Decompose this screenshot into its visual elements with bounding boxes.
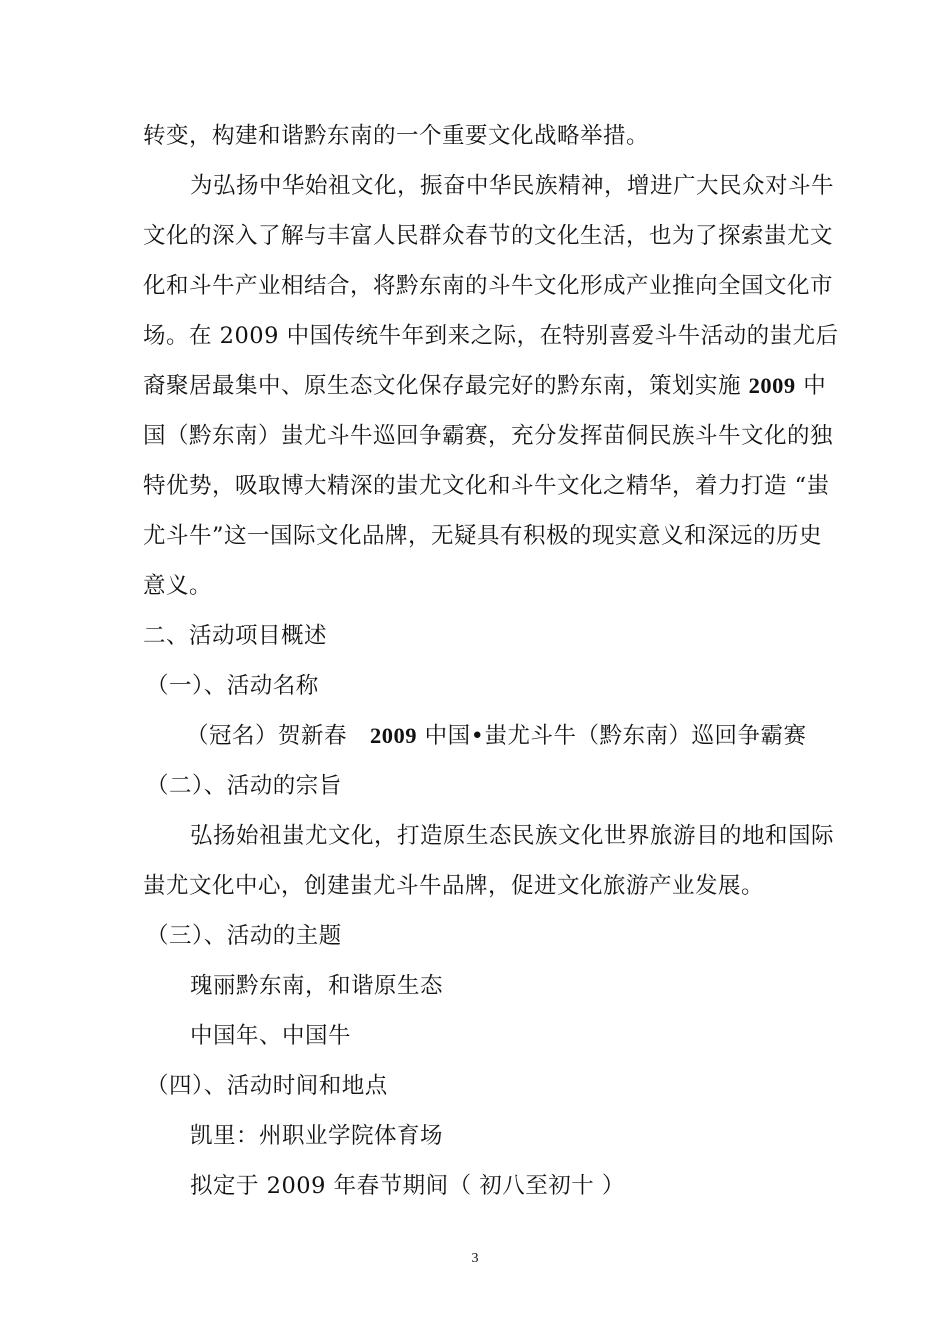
paragraph-line: 尤斗牛”这一国际文化品牌，无疑具有积极的现实意义和深远的历史 <box>143 523 823 549</box>
paragraph-text: 中 <box>795 373 827 399</box>
paragraph-line: 特优势，吸取博大精深的蚩尤文化和斗牛文化之精华，着力打造 “蚩 <box>143 473 830 499</box>
bold-year: 2009 <box>748 373 796 398</box>
subsection-heading: （二）、活动的宗旨 <box>146 773 342 799</box>
paragraph-line: 场。在 2009 中国传统牛年到来之际，在特别喜爱斗牛活动的蚩尤后 <box>143 323 839 349</box>
paragraph-line: 化和斗牛产业相结合，将黔东南的斗牛文化形成产业推向全国文化市 <box>143 273 834 299</box>
location-line: 凯里：州职业学院体育场 <box>190 1123 444 1149</box>
paragraph-line: 为弘扬中华始祖文化，振奋中华民族精神，增进广大民众对斗牛 <box>190 173 835 199</box>
activity-name-prefix: （冠名）贺新春 <box>186 723 371 749</box>
paragraph-line: 文化的深入了解与丰富人民群众春节的文化生活，也为了探索蚩尤文 <box>143 223 834 249</box>
theme-line: 中国年、中国牛 <box>190 1023 352 1049</box>
paragraph-line: 蚩尤文化中心，创建蚩尤斗牛品牌，促进文化旅游产业发展。 <box>143 873 765 899</box>
paragraph-line: 国（黔东南）蚩尤斗牛巡回争霸赛，充分发挥苗侗民族斗牛文化的独 <box>143 423 834 449</box>
activity-name <box>186 720 856 752</box>
paragraph-line <box>143 370 827 402</box>
subsection-heading: （四）、活动时间和地点 <box>146 1073 388 1099</box>
time-line: 拟定于 2009 年春节期间（ 初八至初十 ） <box>190 1173 625 1199</box>
bold-year: 2009 <box>370 723 418 748</box>
paragraph-line: 转变，构建和谐黔东南的一个重要文化战略举措。 <box>143 123 650 149</box>
theme-line: 瑰丽黔东南，和谐原生态 <box>190 973 444 999</box>
paragraph-text: 裔聚居最集中、原生态文化保存最完好的黔东南，策划实施 <box>143 373 749 399</box>
paragraph-line: 弘扬始祖蚩尤文化，打造原生态民族文化世界旅游目的地和国际 <box>190 823 835 849</box>
subsection-heading: （三）、活动的主题 <box>146 923 342 949</box>
activity-name-text: 中国•蚩尤斗牛（黔东南）巡回争霸赛 <box>417 723 807 749</box>
section-heading: 二、活动项目概述 <box>143 623 328 649</box>
paragraph-line: 意义。 <box>143 573 213 599</box>
page-number: 3 <box>471 1251 479 1266</box>
subsection-heading: （一）、活动名称 <box>146 673 319 699</box>
